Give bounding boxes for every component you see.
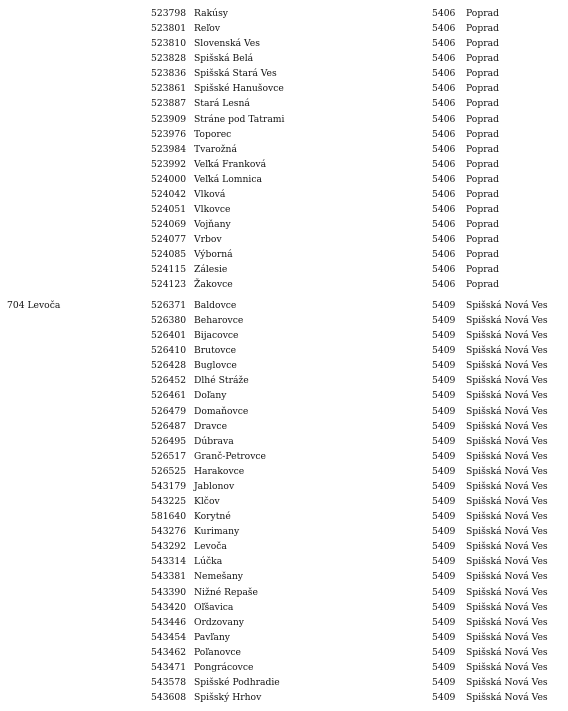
municipality-code: 543471 (151, 661, 187, 673)
okres-code: 5409 (432, 300, 456, 311)
okres-code: 5409 (432, 360, 456, 372)
okres-name: Spišská Nová Ves (466, 616, 548, 628)
okres-code: 5406 (432, 128, 456, 140)
municipality-name: Lúčka (194, 556, 223, 568)
okres-code: 5409 (432, 692, 456, 704)
okres-name: Poprad (466, 188, 499, 200)
municipality-code: 543276 (151, 526, 187, 538)
municipality-name: Bijacovce (194, 330, 239, 342)
okres-code: 5409 (432, 330, 456, 342)
municipality-name: Dlhé Stráže (194, 375, 249, 387)
municipality-code: 543454 (151, 631, 187, 643)
okres-name: Poprad (466, 83, 499, 95)
okres-name: Spišská Nová Ves (466, 571, 548, 583)
okres-code: 5409 (432, 465, 456, 477)
municipality-name: Toporec (194, 128, 232, 140)
okres-code: 5409 (432, 616, 456, 628)
municipality-name: Nemešany (194, 571, 243, 583)
municipality-code: 523984 (151, 143, 187, 155)
table-row (0, 298, 568, 313)
okres-code: 5409 (432, 586, 456, 598)
okres-name: Poprad (466, 219, 499, 231)
municipality-name: Kurimany (194, 526, 240, 538)
okres-code: 5406 (432, 83, 456, 95)
okres-name: Poprad (466, 53, 499, 65)
municipality-code: 523798 (151, 8, 187, 19)
okres-code: 5409 (432, 345, 456, 357)
municipality-code: 523801 (151, 23, 187, 35)
okres-code: 5406 (432, 219, 456, 231)
table-row (0, 434, 568, 449)
municipality-code: 526525 (151, 465, 187, 477)
okres-name: Spišská Nová Ves (466, 556, 548, 568)
table-row (0, 81, 568, 96)
okres-name: Poprad (466, 128, 499, 140)
okres-code: 5409 (432, 450, 456, 462)
table-row (0, 202, 568, 217)
municipality-name: Spišská Belá (194, 53, 254, 65)
municipality-name: Dúbrava (194, 435, 234, 447)
okres-code: 5406 (432, 98, 456, 110)
municipality-code: 523861 (151, 83, 187, 95)
municipality-code: 524051 (151, 204, 187, 216)
okres-name: Spišská Nová Ves (466, 601, 548, 613)
municipality-code: 524069 (151, 219, 187, 231)
municipality-code: 523887 (151, 98, 187, 110)
okres-code: 5406 (432, 279, 456, 291)
okres-code: 5406 (432, 204, 456, 216)
okres-name: Poprad (466, 98, 499, 110)
okres-code: 5409 (432, 420, 456, 432)
table-row (0, 539, 568, 554)
municipality-code: 526410 (151, 345, 187, 357)
table-row (0, 358, 568, 373)
municipality-name: Klčov (194, 496, 220, 508)
okres-code: 5406 (432, 23, 456, 35)
okres-name: Spišská Nová Ves (466, 496, 548, 508)
okres-name: Poprad (466, 249, 499, 261)
table-row (0, 187, 568, 202)
municipality-name: Pongrácovce (194, 661, 254, 673)
okres-name: Poprad (466, 23, 499, 35)
municipality-name: Ordzovany (194, 616, 244, 628)
table-row (0, 51, 568, 66)
okres-code: 5409 (432, 631, 456, 643)
table-row (0, 36, 568, 51)
municipality-name: Dravce (194, 420, 228, 432)
municipality-name: Harakovce (194, 465, 245, 477)
okres-code: 5406 (432, 53, 456, 65)
table-row (0, 232, 568, 247)
okres-name: Spišská Nová Ves (466, 435, 548, 447)
municipality-name: Spišský Hrhov (194, 692, 262, 704)
table-row (0, 419, 568, 434)
okres-code: 5406 (432, 8, 456, 19)
municipality-code: 543608 (151, 692, 187, 704)
municipality-name: Stráne pod Tatrami (194, 113, 285, 125)
okres-name: Poprad (466, 204, 499, 216)
table-row (0, 690, 568, 705)
okres-name: Spišská Nová Ves (466, 526, 548, 538)
okres-name: Spišská Nová Ves (466, 586, 548, 598)
okres-code: 5406 (432, 173, 456, 185)
okres-code: 5409 (432, 571, 456, 583)
municipality-code: 523828 (151, 53, 187, 65)
municipality-name: Domaňovce (194, 405, 249, 417)
municipality-name: Vojňany (194, 219, 231, 231)
municipality-name: Beharovce (194, 315, 244, 327)
okres-name: Poprad (466, 113, 499, 125)
municipality-code: 543578 (151, 677, 187, 688)
municipality-code: 523909 (151, 113, 187, 125)
table-row (0, 585, 568, 600)
okres-code: 5409 (432, 496, 456, 508)
okres-name: Spišská Nová Ves (466, 360, 548, 372)
municipality-code: 526461 (151, 390, 187, 402)
okres-code: 5409 (432, 526, 456, 538)
table-row (0, 247, 568, 262)
okres-code: 5409 (432, 601, 456, 613)
okres-name: Spišská Nová Ves (466, 330, 548, 342)
table-row (0, 217, 568, 232)
okres-code: 5409 (432, 375, 456, 387)
municipality-name: Vlkovce (194, 204, 231, 216)
municipality-code: 526479 (151, 405, 187, 417)
municipality-name: Jablonov (194, 480, 235, 492)
municipality-code: 523836 (151, 68, 187, 80)
okres-code: 5406 (432, 68, 456, 80)
table-row (0, 277, 568, 292)
municipality-name: Buglovce (194, 360, 237, 372)
okres-name: Spišská Nová Ves (466, 345, 548, 357)
municipality-name: Slovenská Ves (194, 38, 260, 50)
municipality-name: Reľov (194, 23, 221, 35)
municipality-name: Baldovce (194, 300, 237, 311)
municipality-code: 523992 (151, 158, 187, 170)
table-row (0, 449, 568, 464)
municipality-name: Stará Lesná (194, 98, 250, 110)
table-row (0, 494, 568, 509)
municipality-name: Poľanovce (194, 646, 241, 658)
okres-name: Poprad (466, 173, 499, 185)
municipality-name: Granč-Petrovce (194, 450, 266, 462)
table-row (0, 509, 568, 524)
municipality-name: Oľšavica (194, 601, 234, 613)
okres-name: Poprad (466, 279, 499, 291)
municipality-name: Tvarožná (194, 143, 237, 155)
okres-code: 5409 (432, 677, 456, 688)
municipality-name: Spišské Podhradie (194, 677, 280, 688)
municipality-code: 524123 (151, 279, 187, 291)
okres-code: 5406 (432, 234, 456, 246)
okres-name: Spišská Nová Ves (466, 541, 548, 553)
okres-code: 5406 (432, 188, 456, 200)
municipality-code: 524000 (151, 173, 187, 185)
table-row (0, 464, 568, 479)
municipality-name: Veľká Lomnica (194, 173, 262, 185)
table-row (0, 21, 568, 36)
table-row (0, 328, 568, 343)
okres-code: 5406 (432, 158, 456, 170)
table-row (0, 645, 568, 660)
okres-name: Poprad (466, 68, 499, 80)
table-row (0, 262, 568, 277)
table-row (0, 675, 568, 690)
okres-code: 5409 (432, 661, 456, 673)
municipality-code: 526401 (151, 330, 187, 342)
okres-name: Spišská Nová Ves (466, 692, 548, 704)
municipality-code: 524042 (151, 188, 187, 200)
okres-code: 5406 (432, 249, 456, 261)
table-row (0, 630, 568, 645)
okres-name: Poprad (466, 143, 499, 155)
okres-code: 5409 (432, 315, 456, 327)
municipality-name: Spišské Hanušovce (194, 83, 284, 95)
okres-code: 5409 (432, 556, 456, 568)
okres-name: Spišská Nová Ves (466, 465, 548, 477)
municipality-name: Veľká Franková (194, 158, 267, 170)
table-row (0, 112, 568, 127)
municipality-code: 526495 (151, 435, 187, 447)
table-row (0, 479, 568, 494)
table-row (0, 600, 568, 615)
municipality-name: Levoča (194, 541, 227, 553)
okres-code: 5406 (432, 143, 456, 155)
table-row (0, 6, 568, 21)
municipality-code: 526452 (151, 375, 187, 387)
municipality-code: 524077 (151, 234, 187, 246)
okres-code: 5409 (432, 435, 456, 447)
table-row (0, 373, 568, 388)
okres-code: 5409 (432, 405, 456, 417)
municipality-code: 543420 (151, 601, 187, 613)
okres-name: Spišská Nová Ves (466, 405, 548, 417)
municipality-name: Brutovce (194, 345, 237, 357)
okres-code: 5409 (432, 541, 456, 553)
table-row (0, 569, 568, 584)
municipality-code: 543390 (151, 586, 187, 598)
municipality-code: 526371 (151, 300, 187, 311)
municipality-code: 526380 (151, 315, 187, 327)
table-row (0, 404, 568, 419)
table-row (0, 524, 568, 539)
table-row (0, 66, 568, 81)
municipality-code: 543314 (151, 556, 187, 568)
table-row (0, 554, 568, 569)
okres-name: Spišská Nová Ves (466, 661, 548, 673)
municipality-name: Pavľany (194, 631, 230, 643)
okres-name: Spišská Nová Ves (466, 315, 548, 327)
municipality-name: Vlková (194, 188, 226, 200)
table-row (0, 615, 568, 630)
okres-code: 5406 (432, 264, 456, 276)
table-row (0, 127, 568, 142)
municipality-code: 526428 (151, 360, 187, 372)
okres-code: 5409 (432, 390, 456, 402)
okres-name: Poprad (466, 38, 499, 50)
table-row (0, 142, 568, 157)
table-row (0, 660, 568, 675)
okres-name: Poprad (466, 8, 499, 19)
municipality-name: Žakovce (194, 279, 233, 291)
okres-name: Spišská Nová Ves (466, 511, 548, 523)
municipality-name: Výborná (194, 249, 233, 261)
okres-name: Spišská Nová Ves (466, 631, 548, 643)
municipality-code: 524115 (151, 264, 187, 276)
municipality-code: 543446 (151, 616, 187, 628)
okres-code: 5406 (432, 113, 456, 125)
okres-code: 5406 (432, 38, 456, 50)
municipality-code: 523810 (151, 38, 187, 50)
municipality-name: Vrbov (194, 234, 222, 246)
okres-name: Spišská Nová Ves (466, 450, 548, 462)
okres-name: Spišská Nová Ves (466, 390, 548, 402)
municipality-code: 543462 (151, 646, 187, 658)
municipality-code: 543225 (151, 496, 187, 508)
municipality-code: 581640 (151, 511, 187, 523)
okres-name: Spišská Nová Ves (466, 375, 548, 387)
okres-name: Spišská Nová Ves (466, 480, 548, 492)
table-row (0, 388, 568, 403)
table-row (0, 157, 568, 172)
municipality-code: 543179 (151, 480, 187, 492)
table-row (0, 343, 568, 358)
table-row (0, 96, 568, 111)
municipality-code: 524085 (151, 249, 187, 261)
okres-name: Spišská Nová Ves (466, 420, 548, 432)
okres-name: Poprad (466, 234, 499, 246)
okres-name: Spišská Nová Ves (466, 646, 548, 658)
municipality-name: Nižné Repaše (194, 586, 258, 598)
okres-name: Poprad (466, 158, 499, 170)
municipality-code: 526487 (151, 420, 187, 432)
municipality-name: Korytné (194, 511, 231, 523)
municipality-name: Zálesie (194, 264, 228, 276)
okres-code: 5409 (432, 646, 456, 658)
municipality-code: 523976 (151, 128, 187, 140)
okres-code: 5409 (432, 511, 456, 523)
district-label: 704 Levoča (7, 300, 61, 311)
municipality-code: 543292 (151, 541, 187, 553)
municipality-name: Rakúsy (194, 8, 228, 19)
table-row (0, 172, 568, 187)
okres-name: Spišská Nová Ves (466, 677, 548, 688)
okres-name: Poprad (466, 264, 499, 276)
table-row (0, 313, 568, 328)
municipality-code: 526517 (151, 450, 187, 462)
okres-name: Spišská Nová Ves (466, 300, 548, 311)
municipality-name: Spišská Stará Ves (194, 68, 277, 80)
municipality-code: 543381 (151, 571, 187, 583)
okres-code: 5409 (432, 480, 456, 492)
municipality-name: Doľany (194, 390, 227, 402)
